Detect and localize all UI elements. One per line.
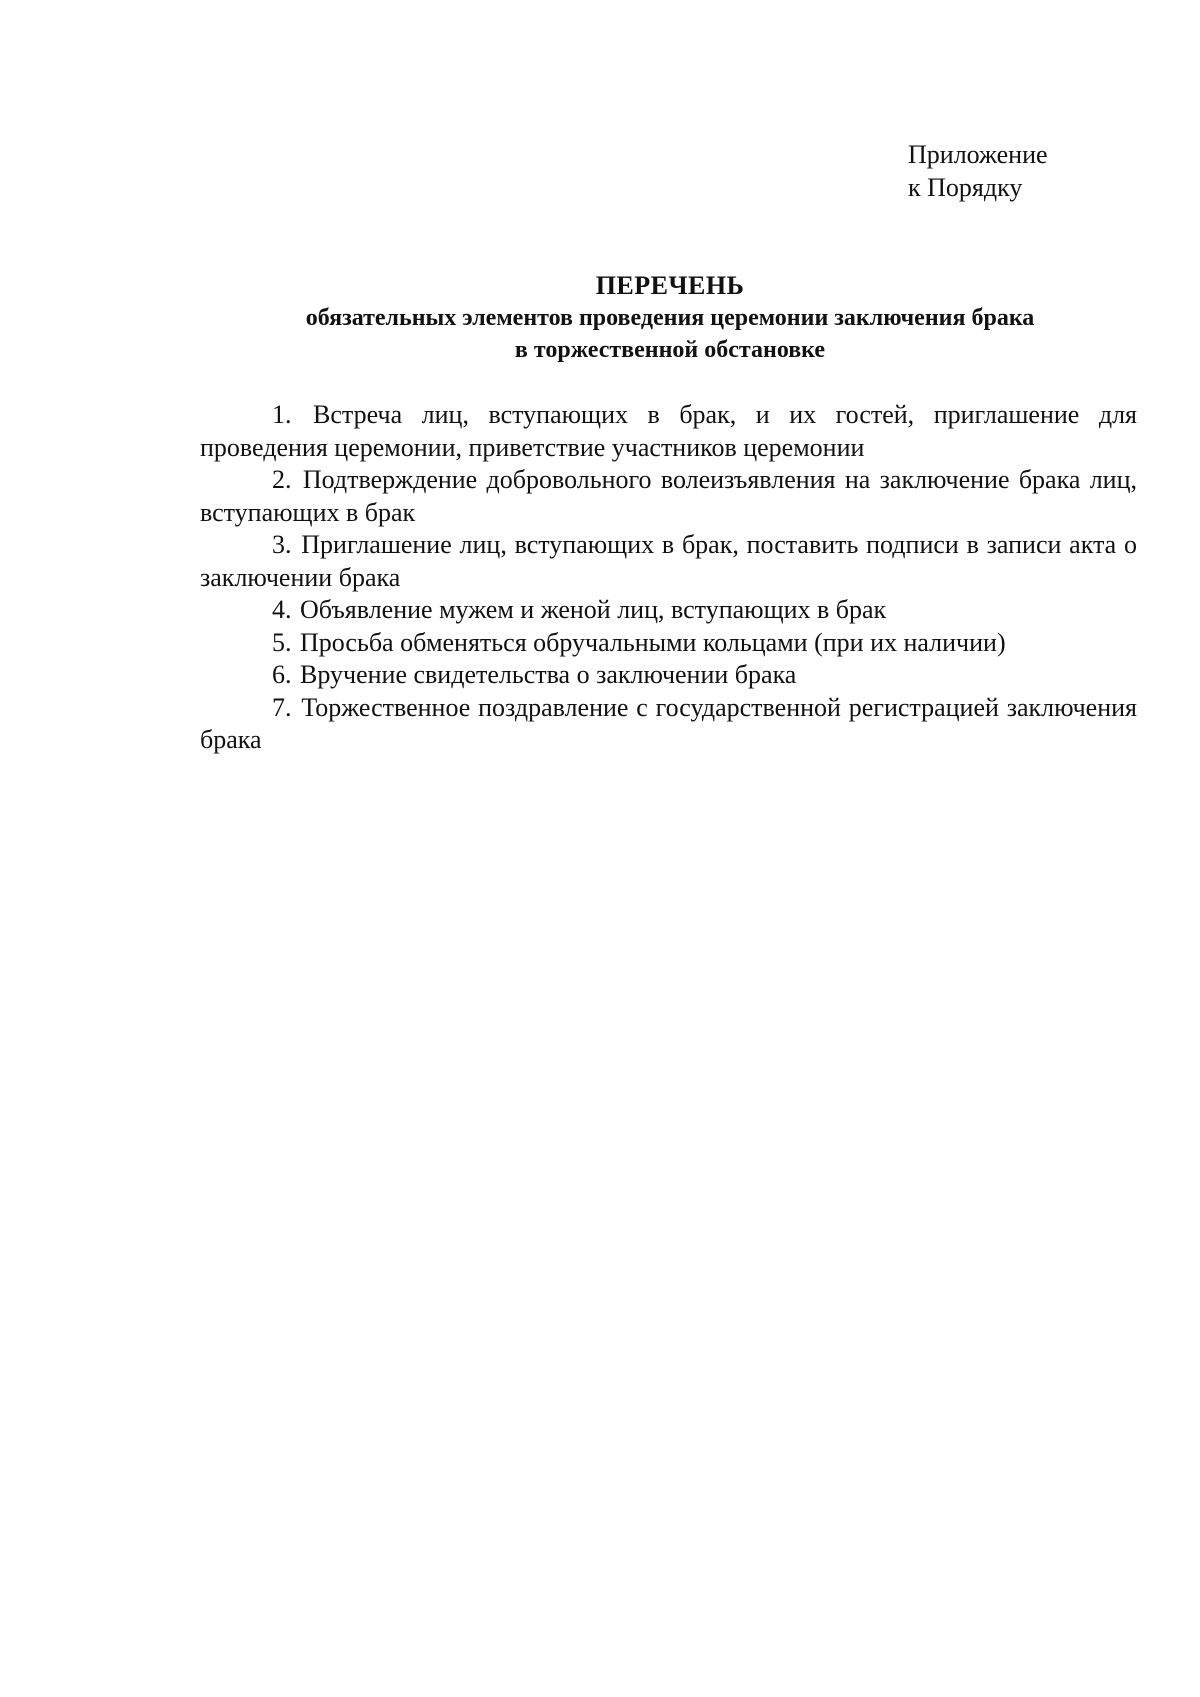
- item-text: Подтверждение добровольного волеизъявления на заключение брака лиц, вступающих в брак: [200, 465, 1137, 527]
- item-number: 6.: [272, 660, 298, 689]
- list-item: [200, 464, 1137, 529]
- list-item: [200, 529, 1137, 594]
- items-list: [200, 399, 1137, 757]
- list-item: [200, 627, 1137, 660]
- item-number: 3.: [272, 530, 300, 559]
- appendix-note: [908, 138, 1128, 204]
- document-subtitle-line-1: обязательных элементов проведения церемонии заключения брака: [305, 305, 1035, 331]
- item-text: Встреча лиц, вступающих в брак, и их гостей, приглашение для проведения церемонии, приветствие участников церемонии: [200, 400, 1138, 462]
- item-number: 4.: [272, 595, 298, 624]
- list-item: [200, 659, 1137, 692]
- document-title: ПЕРЕЧЕНЬ: [595, 271, 745, 300]
- appendix-label: Приложение: [908, 140, 1048, 169]
- item-text: Приглашение лиц, вступающих в брак, поставить подписи в записи акта о заключении брака: [200, 530, 1138, 592]
- document-subtitle-line-2: в торжественной обстановке: [514, 337, 826, 363]
- item-text: Торжественное поздравление с государственной регистрацией заключения брака: [200, 692, 1137, 754]
- list-item: [200, 399, 1137, 464]
- heading-block: [180, 270, 1160, 366]
- item-text: Объявление мужем и женой лиц, вступающих в брак: [300, 595, 887, 624]
- list-item: [200, 594, 1137, 627]
- list-item: [200, 692, 1137, 757]
- item-number: 7.: [272, 692, 300, 722]
- item-number: 2.: [272, 465, 301, 494]
- item-number: 1.: [272, 400, 312, 429]
- item-text: Просьба обменяться обручальными кольцами (при их наличии): [300, 627, 1006, 657]
- item-text: Вручение свидетельства о заключении брака: [300, 660, 797, 689]
- item-number: 5.: [272, 627, 298, 657]
- appendix-reference: к Порядку: [908, 173, 1023, 202]
